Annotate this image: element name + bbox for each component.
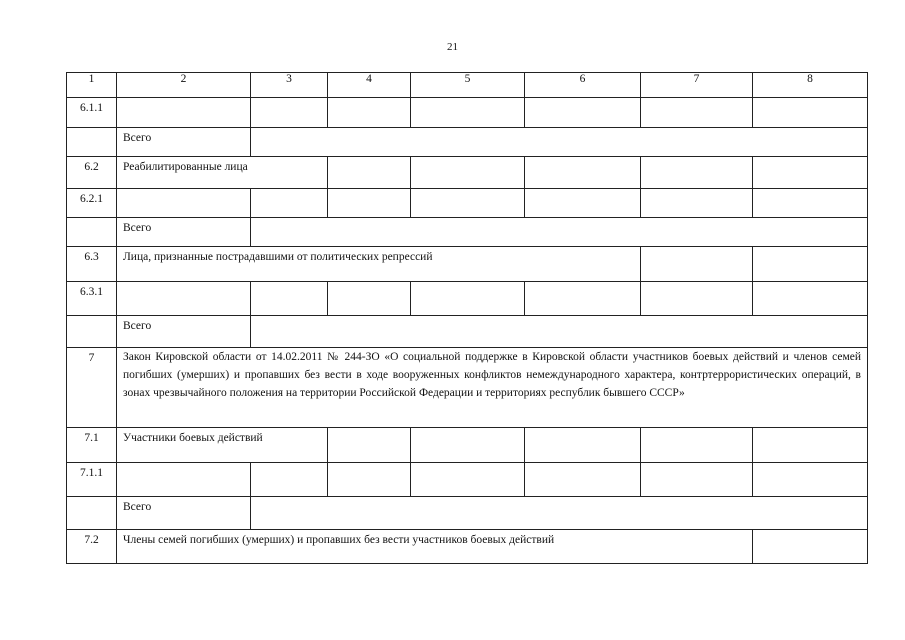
empty-cell (411, 157, 525, 189)
empty-cell (67, 316, 117, 348)
total-label: Всего (117, 128, 251, 157)
empty-cell (117, 463, 251, 497)
empty-cell (328, 463, 411, 497)
empty-cell (411, 189, 525, 218)
table-row (67, 282, 868, 316)
empty-cell (251, 463, 328, 497)
table-row (67, 98, 868, 128)
row-number: 6.1.1 (67, 98, 117, 128)
empty-cell (251, 497, 868, 530)
empty-cell (753, 98, 868, 128)
law-title: Закон Кировской области от 14.02.2011 № 244-ЗО «О социальной поддержке в Кировской области участников боевых действий и членов семей погибших (умерших) и пропавших без вести в ходе вооруженных конфликтов немеждународного характера, контртеррористических операций, в зонах чрезвычайного положения на территории Российской Федерации и территориях республик бывшего СССР» (117, 348, 868, 428)
empty-cell (328, 282, 411, 316)
empty-cell (117, 98, 251, 128)
row-label: Члены семей погибших (умерших) и пропавших без вести участников боевых действий (117, 530, 753, 564)
row-label: Реабилитированные лица (117, 157, 328, 189)
table-row (67, 157, 868, 189)
empty-cell (328, 157, 411, 189)
header-row (67, 73, 868, 98)
row-label: Участники боевых действий (117, 428, 328, 463)
total-label: Всего (117, 218, 251, 247)
report-table (66, 72, 868, 564)
col-header-3: 3 (251, 73, 328, 98)
table-row (67, 247, 868, 282)
empty-cell (251, 189, 328, 218)
row-number: 7.2 (67, 530, 117, 564)
empty-cell (641, 189, 753, 218)
col-header-6: 6 (525, 73, 641, 98)
empty-cell (525, 157, 641, 189)
total-label: Всего (117, 316, 251, 348)
empty-cell (753, 189, 868, 218)
empty-cell (251, 128, 868, 157)
empty-cell (251, 316, 868, 348)
empty-cell (525, 98, 641, 128)
row-number: 7 (67, 348, 117, 428)
empty-cell (411, 98, 525, 128)
empty-cell (753, 530, 868, 564)
col-header-8: 8 (753, 73, 868, 98)
empty-cell (641, 463, 753, 497)
empty-cell (328, 189, 411, 218)
table-row (67, 428, 868, 463)
col-header-7: 7 (641, 73, 753, 98)
col-header-4: 4 (328, 73, 411, 98)
table-row (67, 316, 868, 348)
empty-cell (641, 157, 753, 189)
empty-cell (641, 282, 753, 316)
empty-cell (525, 428, 641, 463)
table-row (67, 530, 868, 564)
col-header-1: 1 (67, 73, 117, 98)
empty-cell (641, 428, 753, 463)
empty-cell (753, 282, 868, 316)
empty-cell (753, 463, 868, 497)
empty-cell (67, 218, 117, 247)
empty-cell (753, 157, 868, 189)
empty-cell (411, 282, 525, 316)
empty-cell (525, 463, 641, 497)
row-number: 6.2.1 (67, 189, 117, 218)
table-row (67, 189, 868, 218)
empty-cell (641, 247, 753, 282)
empty-cell (753, 428, 868, 463)
empty-cell (641, 98, 753, 128)
row-number: 6.3.1 (67, 282, 117, 316)
empty-cell (251, 218, 868, 247)
table-row (67, 497, 868, 530)
table-row (67, 348, 868, 428)
empty-cell (67, 128, 117, 157)
empty-cell (525, 282, 641, 316)
empty-cell (411, 463, 525, 497)
empty-cell (117, 282, 251, 316)
table-row (67, 218, 868, 247)
empty-cell (525, 189, 641, 218)
empty-cell (251, 282, 328, 316)
empty-cell (251, 98, 328, 128)
table-row (67, 463, 868, 497)
col-header-5: 5 (411, 73, 525, 98)
table-row (67, 128, 868, 157)
empty-cell (411, 428, 525, 463)
total-label: Всего (117, 497, 251, 530)
row-number: 7.1.1 (67, 463, 117, 497)
empty-cell (753, 247, 868, 282)
empty-cell (67, 497, 117, 530)
row-number: 6.3 (67, 247, 117, 282)
empty-cell (117, 189, 251, 218)
page-number: 21 (447, 41, 458, 53)
empty-cell (328, 98, 411, 128)
col-header-2: 2 (117, 73, 251, 98)
empty-cell (328, 428, 411, 463)
row-number: 6.2 (67, 157, 117, 189)
row-label: Лица, признанные пострадавшими от политических репрессий (117, 247, 641, 282)
row-number: 7.1 (67, 428, 117, 463)
